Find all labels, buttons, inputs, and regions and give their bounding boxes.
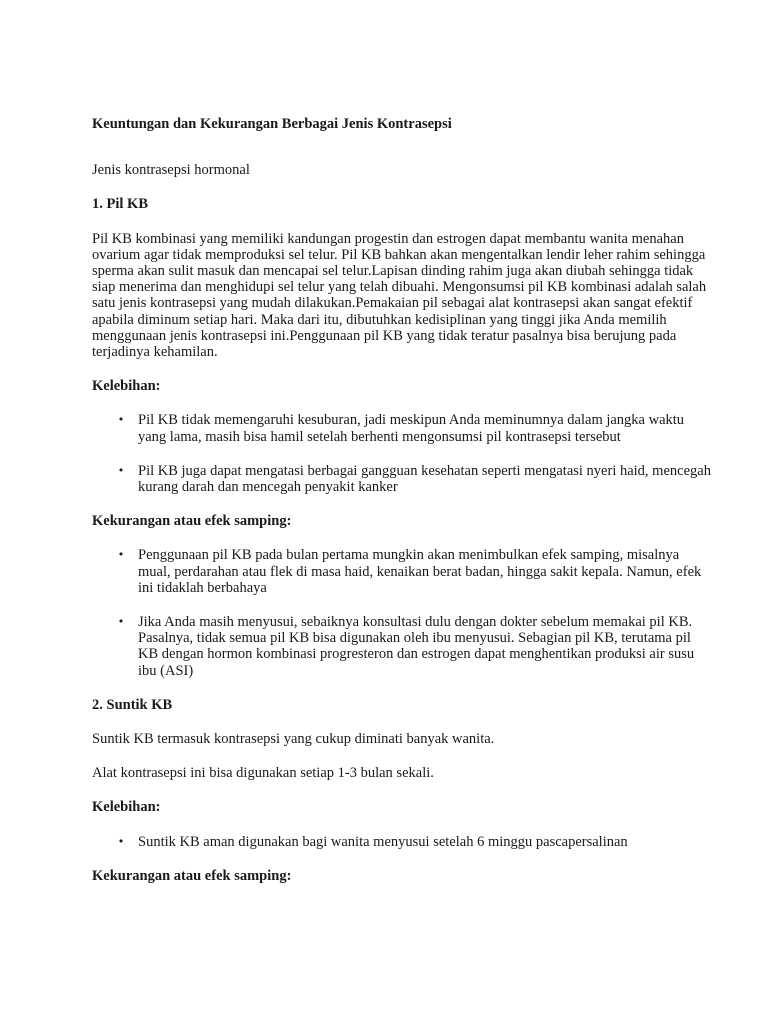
section-heading-pil-kb: 1. Pil KB: [92, 196, 148, 213]
section-paragraph: Alat kontrasepsi ini bisa digunakan setiap 1-3 bulan sekali.: [92, 765, 434, 782]
list-item: [92, 547, 712, 596]
list-item-text: Penggunaan pil KB pada bulan pertama mungkin akan menimbulkan efek samping, misalnya mual, perdarahan atau flek di masa haid, kenaikan berat badan, hingga sakit kepala. Namun, efek ini tidaklah berbahaya: [138, 547, 702, 596]
document-title: Keuntungan dan Kekurangan Berbagai Jenis Kontrasepsi: [92, 116, 452, 132]
list-item-text: Pil KB juga dapat mengatasi berbagai gangguan kesehatan seperti mengatasi nyeri haid, mencegah kurang darah dan mencegah penyakit kanker: [138, 462, 711, 496]
list-item-text: Pil KB tidak memengaruhi kesuburan, jadi meskipun Anda meminumnya dalam jangka waktu yang lama, masih bisa hamil setelah berhenti mengonsumsi pil kontrasepsi tersebut: [138, 412, 685, 445]
list-item: [92, 614, 712, 679]
advantages-list: [92, 412, 712, 495]
advantages-heading: Kelebihan:: [92, 799, 161, 816]
bullet-icon: •: [117, 548, 125, 562]
bullet-icon: •: [117, 834, 125, 848]
document-subtitle: Jenis kontrasepsi hormonal: [92, 162, 250, 179]
disadvantages-heading: Kekurangan atau efek samping:: [92, 513, 292, 530]
section-paragraph: Suntik KB termasuk kontrasepsi yang cukup diminati banyak wanita.: [92, 731, 495, 748]
disadvantages-heading: Kekurangan atau efek samping:: [92, 867, 292, 884]
document-page: [92, 110, 712, 884]
list-item-text: Jika Anda masih menyusui, sebaiknya konsultasi dulu dengan dokter sebelum memakai pil KB. Pasalnya, tidak semua pil KB bisa digunakan oleh ibu menyusui. Sebagian pil KB, terutama pil KB dengan hormon kombinasi progresteron dan estrogen dapat menghentikan produksi air susu ibu (ASI): [138, 614, 695, 679]
bullet-icon: •: [117, 463, 125, 477]
advantages-list: [92, 834, 712, 850]
section-heading-suntik-kb: 2. Suntik KB: [92, 696, 173, 713]
advantages-heading: Kelebihan:: [92, 378, 161, 395]
section-paragraph: Pil KB kombinasi yang memiliki kandungan progestin dan estrogen dapat membantu wanita menahan ovarium agar tidak memproduksi sel telur. Pil KB bahkan akan mengentalkan lendir leher rahim sehingga sperma akan sulit masuk dan mencapai sel telur.Lapisan dinding rahim juga akan diubah sehingga tidak siap menerima dan menghidupi sel telur yang telah dibuahi. Mengonsumsi pil KB kombinasi adalah salah satu jenis kontrasepsi yang mudah dilakukan.Pemakaian pil sebagai alat kontrasepsi akan sangat efektif apabila diminum setiap hari. Maka dari itu, dibutuhkan kedisiplinan yang tinggi jika Anda memilih menggunaan jenis kontrasepsi ini.Penggunaan pil KB yang tidak teratur pasalnya bisa berujung pada terjadinya kehamilan.: [92, 230, 707, 361]
disadvantages-list: [92, 547, 712, 678]
list-item-text: Suntik KB aman digunakan bagi wanita menyusui setelah 6 minggu pascapersalinan: [138, 833, 628, 850]
bullet-icon: •: [117, 615, 125, 629]
list-item: [92, 834, 712, 850]
bullet-icon: •: [117, 413, 125, 427]
list-item: [92, 463, 712, 495]
list-item: [92, 412, 712, 444]
